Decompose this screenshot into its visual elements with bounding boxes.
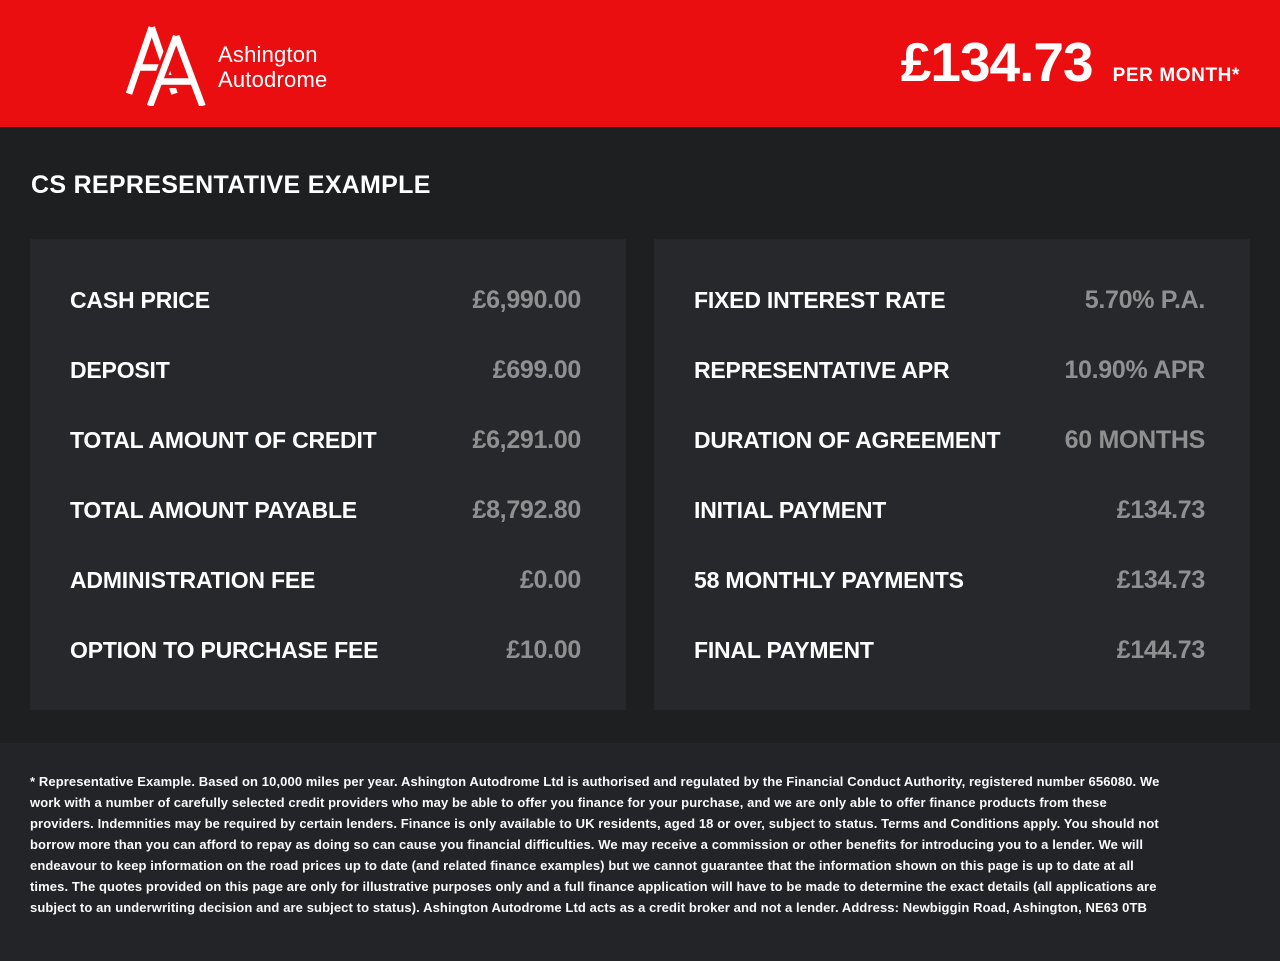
- footer: [0, 743, 1280, 961]
- page-title: CS REPRESENTATIVE EXAMPLE: [31, 171, 431, 199]
- double-a-monogram-icon: [120, 22, 208, 106]
- finance-row-label: FINAL PAYMENT: [694, 636, 874, 663]
- finance-row-label: DURATION OF AGREEMENT: [694, 426, 1001, 453]
- main-content: [0, 171, 1280, 710]
- finance-row: [70, 475, 581, 545]
- finance-row-label: TOTAL AMOUNT OF CREDIT: [70, 426, 377, 453]
- finance-row: [70, 615, 581, 685]
- finance-panel-left: [30, 239, 626, 710]
- finance-row-value: 10.90% APR: [1064, 355, 1205, 384]
- monthly-price-amount: £134.73: [900, 30, 1093, 93]
- finance-row: [694, 475, 1205, 545]
- finance-row: [70, 335, 581, 405]
- finance-row: [70, 405, 581, 475]
- monthly-price: [901, 30, 1240, 98]
- finance-row-label: 58 MONTHLY PAYMENTS: [694, 566, 964, 593]
- brand-name-line1: Ashington: [218, 41, 318, 67]
- finance-row-label: DEPOSIT: [70, 356, 170, 383]
- finance-row-label: ADMINISTRATION FEE: [70, 566, 316, 593]
- finance-row-value: £8,792.80: [472, 495, 581, 524]
- finance-row: [70, 265, 581, 335]
- finance-row-value: £134.73: [1116, 565, 1205, 594]
- finance-row-value: £10.00: [506, 635, 581, 664]
- finance-row-label: CASH PRICE: [70, 286, 210, 313]
- finance-row-label: FIXED INTEREST RATE: [694, 286, 946, 313]
- finance-panel-right: [654, 239, 1250, 710]
- header: [0, 0, 1280, 127]
- monthly-price-suffix: PER MONTH*: [1112, 64, 1240, 86]
- brand-name: [218, 36, 327, 92]
- finance-row-value: £699.00: [492, 355, 581, 384]
- finance-row-value: £6,291.00: [472, 425, 581, 454]
- finance-row-label: INITIAL PAYMENT: [694, 496, 887, 523]
- finance-row: [694, 265, 1205, 335]
- brand: [120, 22, 327, 106]
- finance-panels: [30, 239, 1250, 710]
- disclaimer-text: * Representative Example. Based on 10,000 miles per year. Ashington Autodrome Ltd is authorised and regulated by the Financial Conduct Authority, registered number 656080. We work with a number of carefully selected credit providers who may be able to offer you finance for your purchase, and we are only able to offer finance products from these providers. Indemnities may be required by certain lenders. Finance is only available to UK residents, aged 18 or over, subject to status. Terms and Conditions apply. You should not borrow more than you can afford to repay as doing so can cause you financial difficulties. We may receive a commission or other benefits for introducing you to a lender. We will endeavour to keep information on the road prices up to date (and related finance examples) but we cannot guarantee that the information shown on this page is up to date at all times. The quotes provided on this page are only for illustrative purposes only and a full finance application will have to be made to determine the exact details (all applications are subject to an underwriting decision and are subject to status). Ashington Autodrome Ltd acts as a credit broker and not a lender. Address: Newbiggin Road, Ashington, NE63 0TB: [30, 774, 1160, 915]
- brand-name-line2: Autodrome: [218, 66, 328, 92]
- finance-row-value: 5.70% P.A.: [1084, 285, 1205, 314]
- finance-row: [70, 545, 581, 615]
- finance-row: [694, 405, 1205, 475]
- finance-row-label: OPTION TO PURCHASE FEE: [70, 636, 379, 663]
- finance-row-value: £134.73: [1116, 495, 1205, 524]
- finance-row-value: £144.73: [1116, 635, 1205, 664]
- finance-row: [694, 615, 1205, 685]
- finance-row: [694, 545, 1205, 615]
- finance-row-value: £6,990.00: [472, 285, 581, 314]
- finance-row: [694, 335, 1205, 405]
- finance-row-value: 60 MONTHS: [1064, 425, 1205, 454]
- finance-row-label: TOTAL AMOUNT PAYABLE: [70, 496, 357, 523]
- finance-row-value: £0.00: [519, 565, 581, 594]
- finance-row-label: REPRESENTATIVE APR: [694, 356, 950, 383]
